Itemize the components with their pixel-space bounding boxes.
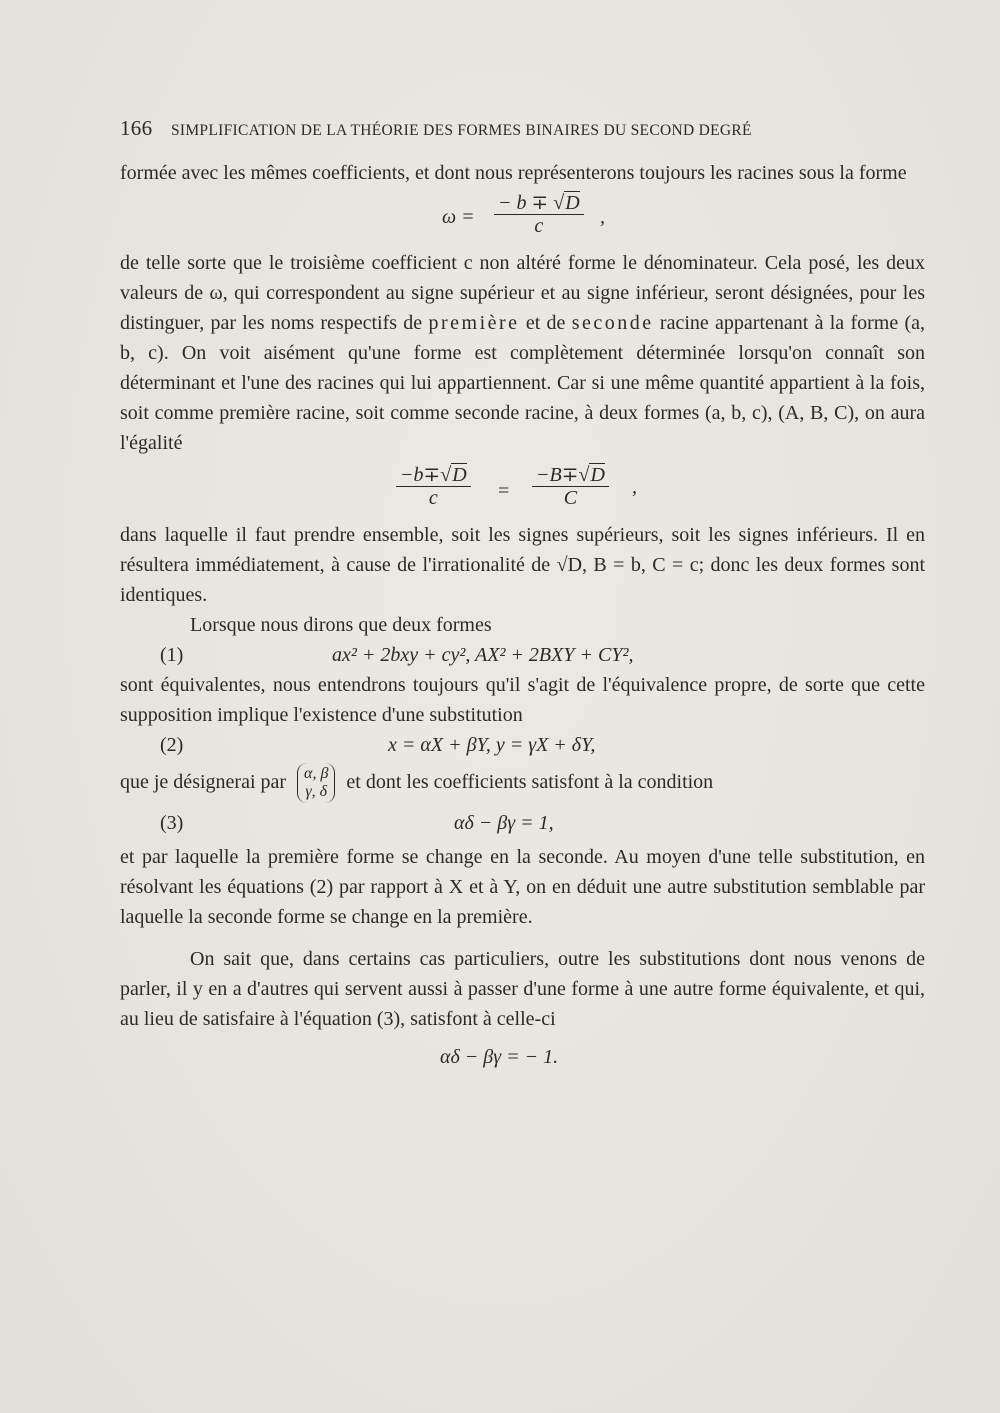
paragraph-2-mid: et de bbox=[525, 312, 566, 334]
equality-sign: = bbox=[498, 480, 510, 502]
equation-omega bbox=[120, 188, 925, 248]
paragraph-2 bbox=[120, 248, 925, 458]
omega-tail: , bbox=[600, 206, 605, 228]
paragraph-7: et par laquelle la première forme se change en la seconde. Au moyen d'une telle substitution, en résolvant les équations (2) par rapport à X et à Y, on en déduit une autre substitution semblable par laquelle la seconde forme se change en la première. bbox=[120, 846, 925, 928]
word-seconde: seconde bbox=[571, 312, 654, 334]
page-body bbox=[120, 158, 925, 1082]
equality-tail: , bbox=[632, 476, 637, 498]
matrix-row-2: γ, δ bbox=[305, 783, 328, 801]
right-den: C bbox=[563, 487, 578, 509]
paragraph-6 bbox=[120, 760, 925, 804]
equation-3 bbox=[120, 808, 925, 842]
equation-2-expr: x = αX + βY, y = γX + δY, bbox=[388, 734, 596, 756]
omega-den: c bbox=[534, 215, 544, 237]
right-fraction bbox=[532, 464, 609, 509]
right-num-b: −B∓ bbox=[536, 464, 579, 486]
equation-2-tag: (2) bbox=[160, 734, 184, 756]
paragraph-2-part-b: racine appartenant à la forme (a, b, c). On voit aisément qu'une forme est complètement déterminée lorsqu'on connaît son déterminant et l'une des racines qui lui appartiennent. Car si une même quantité appartient à la fois, soit comme première racine, soit comme seconde racine, à deux formes (a, b, c), (A, B, C), on aura l'égalité bbox=[120, 312, 926, 454]
left-den: c bbox=[428, 487, 438, 509]
paragraph-4: Lorsque nous dirons que deux formes bbox=[190, 614, 492, 636]
equation-3-expr: αδ − βγ = 1, bbox=[454, 812, 554, 834]
sqrt-icon: √ bbox=[553, 192, 565, 214]
omega-num-b: − b ∓ bbox=[498, 192, 554, 214]
right-num-D: D bbox=[590, 464, 605, 486]
running-title: SIMPLIFICATION DE LA THÉORIE DES FORMES BINAIRES DU SECOND DEGRÉ bbox=[170, 122, 752, 139]
omega-num-D: D bbox=[565, 192, 580, 214]
paragraph-3: dans laquelle il faut prendre ensemble, soit les signes supérieurs, soit les signes inférieurs. Il en résultera immédiatement, à cause de l'irrationalité de √D, B = b, C = c; donc les deux formes sont identiques. bbox=[120, 524, 925, 606]
equation-1 bbox=[120, 640, 925, 670]
matrix-row-1: α, β bbox=[304, 765, 329, 783]
left-fraction bbox=[396, 464, 471, 509]
equation-1-tag: (1) bbox=[160, 644, 184, 666]
left-num-b: −b∓ bbox=[400, 464, 441, 486]
sqrt-icon: √ bbox=[440, 464, 452, 486]
word-premiere: première bbox=[428, 312, 520, 334]
page-number: 166 bbox=[120, 116, 153, 140]
paragraph-5: sont équivalentes, nous entendrons toujours qu'il s'agit de l'équivalence propre, de sorte que cette supposition implique l'existence d'une substitution bbox=[120, 674, 925, 726]
paragraph-6-part-b: et dont les coefficients satisfont à la condition bbox=[346, 771, 714, 793]
paragraph-1: formée avec les mêmes coefficients, et dont nous représenterons toujours les racines sous la forme bbox=[120, 162, 907, 184]
paragraph-8: On sait que, dans certains cas particuliers, outre les substitutions dont nous venons de parler, il y en a d'autres qui servent aussi à passer d'une forme à une autre forme équivalente, et qui, au lieu de satisfaire à l'équation (3), satisfont à celle-ci bbox=[120, 948, 925, 1030]
paragraph-2-part-a: de telle sorte que le troisième coefficient c non altéré forme le dénominateur. Cela posé, les deux valeurs de ω, qui correspondent au signe supérieur et au signe inférieur, seront désignées, pour les distinguer, par les noms respectifs de bbox=[120, 252, 925, 334]
paragraph-6-part-a: que je désignerai par bbox=[120, 771, 287, 793]
running-header bbox=[120, 116, 880, 141]
equation-4-expr: αδ − βγ = − 1. bbox=[440, 1046, 559, 1068]
sqrt-icon: √ bbox=[578, 464, 590, 486]
equation-1-expr: ax² + 2bxy + cy², AX² + 2BXY + CY², bbox=[332, 644, 634, 666]
equation-4 bbox=[120, 1042, 925, 1082]
substitution-matrix bbox=[297, 763, 335, 803]
omega-lhs: ω = bbox=[442, 206, 475, 228]
equation-2 bbox=[120, 730, 925, 760]
left-num-D: D bbox=[452, 464, 467, 486]
equation-3-tag: (3) bbox=[160, 812, 184, 834]
equation-equality bbox=[120, 458, 925, 520]
omega-fraction bbox=[494, 192, 584, 237]
